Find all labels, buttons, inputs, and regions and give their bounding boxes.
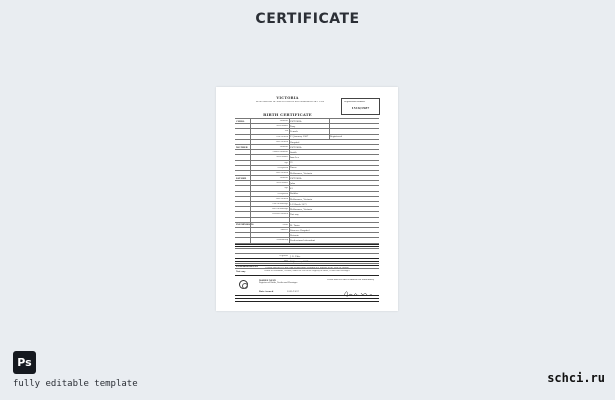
column-divider xyxy=(329,118,330,139)
row-section-label: INFORMANTS xyxy=(236,223,254,227)
row-value: John xyxy=(290,182,296,186)
registration-number: 1516/1987 xyxy=(351,106,370,110)
row-section-label: MOTHER xyxy=(236,145,248,149)
row-value: 15 January 1987 xyxy=(290,135,309,139)
row-value: Princess Hospital xyxy=(290,228,310,232)
row-field-label: Date of marriage xyxy=(272,203,288,205)
registrar-name: MAREE NEVE xyxy=(259,279,277,282)
row-field-label: Previous children xyxy=(272,213,288,216)
row-value: VICTORIA xyxy=(290,176,302,180)
registration-label: Registration number xyxy=(344,101,366,103)
template-caption: fully editable template xyxy=(13,379,138,389)
registry-seal-icon xyxy=(239,280,248,289)
row-field-label: Surname xyxy=(279,145,288,148)
row-value: Smith xyxy=(290,150,297,154)
row-field-label: Occupation xyxy=(277,166,288,169)
certificate-document xyxy=(235,95,379,303)
row-right-value: Registered xyxy=(330,135,343,139)
site-watermark: schci.ru xyxy=(547,371,605,385)
row-value: 35 xyxy=(290,161,293,165)
document-title: BIRTH CERTIFICATE xyxy=(263,112,312,117)
row-field-label: Place of birth xyxy=(275,140,288,143)
row-field-label: Given names xyxy=(276,125,288,128)
row-section-label: FATHER xyxy=(236,176,247,180)
row-field-label: Surname xyxy=(279,120,288,122)
row-field-label: Surname xyxy=(279,177,288,180)
row-value: Builder xyxy=(290,192,299,196)
divider-line xyxy=(235,301,379,302)
divider-line xyxy=(235,265,379,266)
table-bottom-rule xyxy=(235,244,379,245)
row-value: 42 xyxy=(290,187,293,191)
row-value: 14 March 1975 xyxy=(290,202,307,206)
row-value: J. D. Elite xyxy=(290,254,301,258)
row-value: Hospital xyxy=(290,140,300,144)
certificate-table xyxy=(235,118,379,274)
row-field-label: Age xyxy=(284,187,288,190)
row-value: Professional attendant xyxy=(290,239,316,243)
row-field-label: Occupation xyxy=(277,192,288,195)
row-field-label: Given names xyxy=(276,156,288,159)
row-field-label: Registrar xyxy=(279,254,288,257)
row-field-label: Given names xyxy=(276,182,288,185)
row-value: VICTORIA xyxy=(290,145,302,149)
row-section-label: CHILD xyxy=(236,119,245,123)
row-field-label: Date of birth xyxy=(276,135,288,138)
issue-date-label: Date issued xyxy=(259,290,274,293)
issued-note: Issued at Melbourne, Victoria, under the seal of the Registry of Births, Deaths and Marriages xyxy=(264,270,350,272)
row-value: Victoria xyxy=(290,233,299,237)
row-value: Nurse xyxy=(290,166,297,170)
registrar-title: Registrar of Births, Deaths and Marriages xyxy=(259,282,298,284)
divider-line xyxy=(235,295,379,296)
divider-line xyxy=(235,261,379,262)
row-field-label: Address xyxy=(280,228,288,231)
page-title: CERTIFICATE xyxy=(255,11,360,27)
row-field-label: Place of birth xyxy=(275,197,288,200)
registration-box xyxy=(341,98,380,115)
certify-note: I certify that this is a true copy of particulars recorded in a Register in the State of Victoria xyxy=(265,267,349,269)
row-section-label: Not any xyxy=(236,270,246,274)
row-value: Ann Lee xyxy=(290,156,300,160)
state-heading: VICTORIA xyxy=(276,96,299,100)
row-value: Tony xyxy=(290,124,296,128)
issue-date-value: 1001/1997 xyxy=(287,290,299,293)
row-field-label: Age xyxy=(284,161,288,164)
authenticity-note: Check and seal this certificate for authenticity xyxy=(327,279,375,281)
table-bottom-rule xyxy=(235,246,379,247)
certificate-paper xyxy=(216,87,398,311)
row-value: Melbourne, Victoria xyxy=(290,171,313,175)
row-value: VICTORIA xyxy=(290,119,302,123)
column-divider xyxy=(250,118,251,244)
registry-act-line: REGISTRATION OF BIRTHS DEATHS AND MARRIAGES ACT 1996 xyxy=(255,101,325,103)
divider-line xyxy=(235,258,379,259)
row-value: M. Tonia xyxy=(290,223,300,227)
photoshop-icon: Ps xyxy=(13,351,36,374)
divider-line xyxy=(235,298,379,299)
row-value: Female xyxy=(290,130,299,134)
row-field-label: Sex xyxy=(284,130,288,133)
row-field-label: Name xyxy=(282,223,288,226)
row-field-label: Place of birth xyxy=(275,171,288,174)
row-field-label: Maiden surname xyxy=(272,151,288,154)
divider-line xyxy=(235,275,379,276)
row-field-label: Date xyxy=(283,260,288,263)
row-value: 15 January 1987 xyxy=(290,259,309,263)
row-value: Melbourne, Victoria xyxy=(290,197,313,201)
row-section-label: ENDORSEMENTS xyxy=(236,264,258,268)
column-divider xyxy=(289,118,290,244)
row-field-label: Place of marriage xyxy=(271,208,288,211)
row-value: Not any xyxy=(290,213,299,217)
row-field-label: Relationship xyxy=(276,239,288,242)
row-value: Melbourne, Victoria xyxy=(290,207,313,211)
